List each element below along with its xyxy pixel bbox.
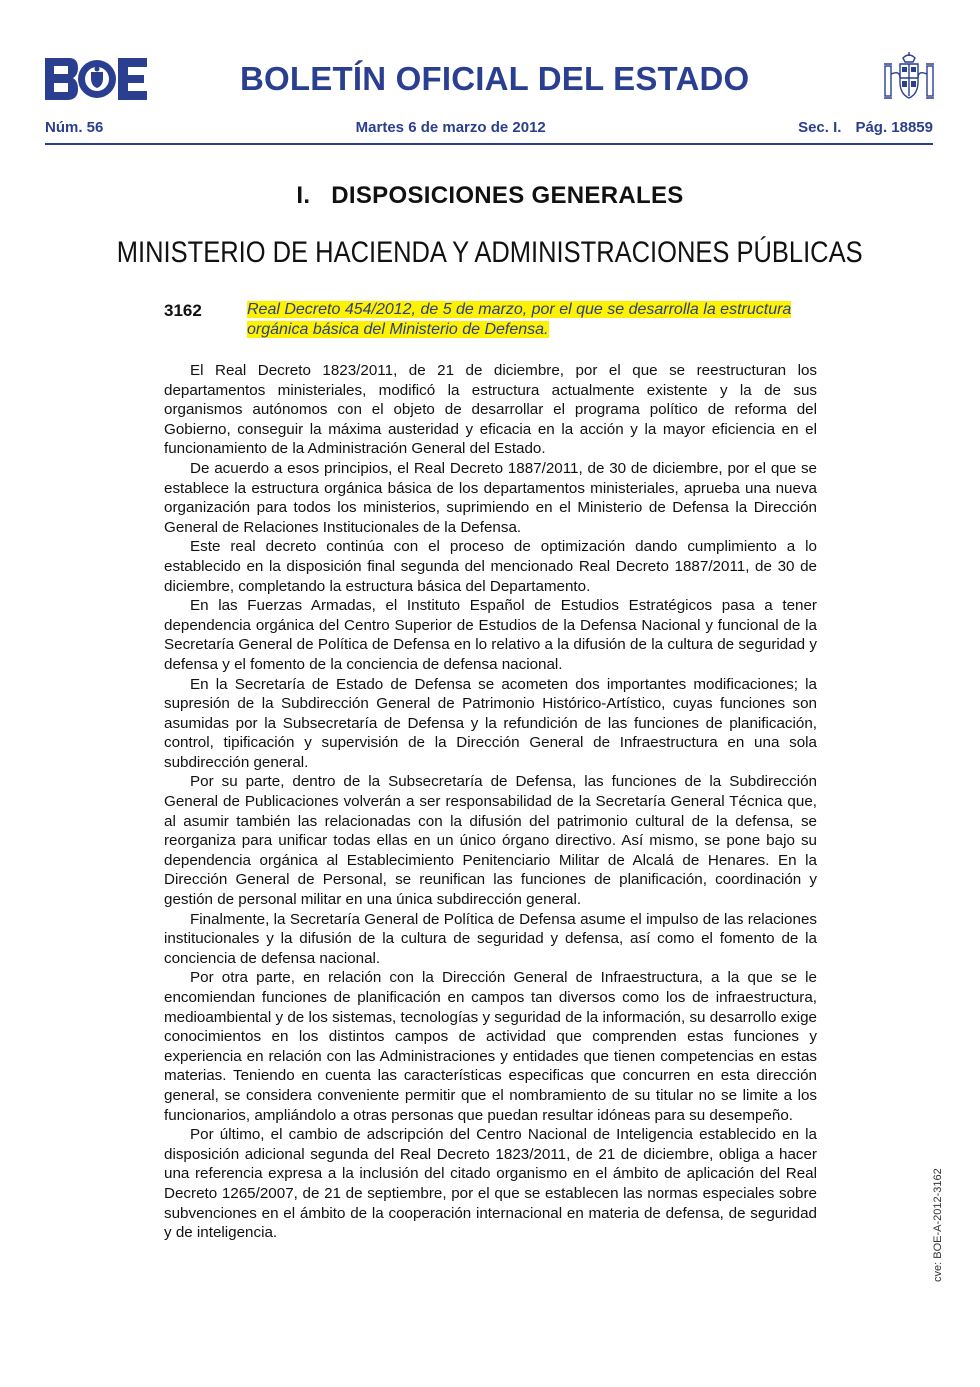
paragraph: Finalmente, la Secretaría General de Política de Defensa asume el impulso de las relaciones institucionales y la difusión de la cultura de seguridad y defensa, así como el fomento de la conciencia de defensa nacional. [164, 910, 817, 967]
paragraph: Por su parte, dentro de la Subsecretaría de Defensa, las funciones de la Subdirección General de Publicaciones volverán a ser responsabilidad de la Secretaría General Técnica que, al asumir también las relacionadas con la difusión del patrimonio cultural de la defensa, se reorganiza para unificar todas ellas en un único órgano directivo. Así mismo, se pone bajo su dependencia orgánica al Establecimiento Penitenciario Militar de Alcalá de Henares. En la Dirección General de Personal, se reunifican las funciones de planificación, coordinación y gestión de personal militar en una única subdirección general. [164, 773, 817, 909]
page-label: Pág. 18859 [855, 119, 933, 136]
section-page [798, 119, 933, 136]
entry-number: 3162 [164, 301, 202, 320]
section-label: Sec. I. [798, 119, 842, 136]
cve-code: cve: BOE-A-2012-3162 [932, 1168, 944, 1282]
paragraph: El Real Decreto 1823/2011, de 21 de diciembre, por el que se reestructuran los departamentos ministeriales, modificó la estructura actualmente existente y la de sus organismos autónomos con el objeto de desarrollar el programa político de reforma del Gobierno, conseguir la máxima austeridad y eficacia en la acción y la mayor eficiencia en el funcionamiento de la Administración General del Estado. [164, 362, 817, 458]
ministry-heading [0, 236, 980, 270]
entry-title-highlight: Real Decreto 454/2012, de 5 de marzo, por el que se desarrolla la estructura orgánica básica del Ministerio de Defensa. [247, 301, 792, 338]
document-body [164, 361, 817, 1243]
issue-number: Núm. 56 [45, 119, 104, 136]
issue-date: Martes 6 de marzo de 2012 [355, 119, 546, 136]
gazette-title: BOLETÍN OFICIAL DEL ESTADO [240, 60, 750, 97]
entry-title [247, 300, 819, 340]
coat-of-arms-icon [882, 52, 936, 104]
paragraph: Por último, el cambio de adscripción del Centro Nacional de Inteligencia establecido en la disposición adicional segunda del Real Decreto 1823/2011, de 21 de diciembre, obliga a hacer una referencia expresa a la inclusión del citado organismo en el ámbito de aplicación del Real Decreto 1265/2007, de 21 de septiembre, por el que se establecen las normas especiales sobre subvenciones en el ámbito de la cooperación internacional en materia de defensa, de seguridad y de inteligencia. [164, 1126, 817, 1242]
paragraph: Este real decreto continúa con el proceso de optimización dando cumplimiento a lo establecido en la disposición final segunda del mencionado Real Decreto 1887/2011, de 30 de diciembre, completando la estructura básica del Departamento. [164, 538, 817, 595]
paragraph: En la Secretaría de Estado de Defensa se acometen dos importantes modificaciones; la supresión de la Subdirección General de Patrimonio Histórico-Artístico, cuyas funciones son asumidas por la Subsecretaría de Defensa y la refundición de las funciones de planificación, control, tipificación y supervisión de la Dirección General de Infraestructura en una sola subdirección general. [164, 675, 817, 771]
section-title: I. DISPOSICIONES GENERALES [296, 182, 684, 209]
paragraph: De acuerdo a esos principios, el Real Decreto 1887/2011, de 30 de diciembre, por el que se establece la estructura orgánica básica de los departamentos ministeriales, aprueba una nueva organización para todos los ministerios, suprimiendo en el Ministerio de Defensa la Dirección General de Relaciones Institucionales de la Defensa. [164, 459, 817, 536]
ministry-heading-text: MINISTERIO DE HACIENDA Y ADMINISTRACIONES PÚBLICAS [117, 236, 863, 269]
paragraph: En las Fuerzas Armadas, el Instituto Español de Estudios Estratégicos pasa a tener dependencia orgánica del Centro Superior de Estudios de la Defensa Nacional y funcional de la Secretaría General de Política de Defensa en lo relativo a la difusión de la cultura de seguridad y defensa y el fomento de la conciencia de defensa nacional. [164, 597, 817, 673]
header-divider [45, 143, 933, 145]
gazette-header-line [45, 119, 933, 136]
paragraph: Por otra parte, en relación con la Dirección General de Infraestructura, a la que se le encomiendan funciones de planificación en campos tan diversos como los de infraestructura, medioambiental y de los sistemas, tecnologías y seguridad de la información, su desarrollo exige conocimientos en los distintos campos de actividad que comprenden estas funciones y experiencia en relación con las Administraciones y entidades que tienen competencias en estas materias. Teniendo en cuenta las características especificas que concurren en esta dirección general, se considera conveniente permitir que el nombramiento de su titular no se limite a los funcionarios, ampliándolo a otras personas que puedan resultar idóneas para su desempeño. [164, 969, 817, 1124]
boe-logo [45, 58, 147, 100]
